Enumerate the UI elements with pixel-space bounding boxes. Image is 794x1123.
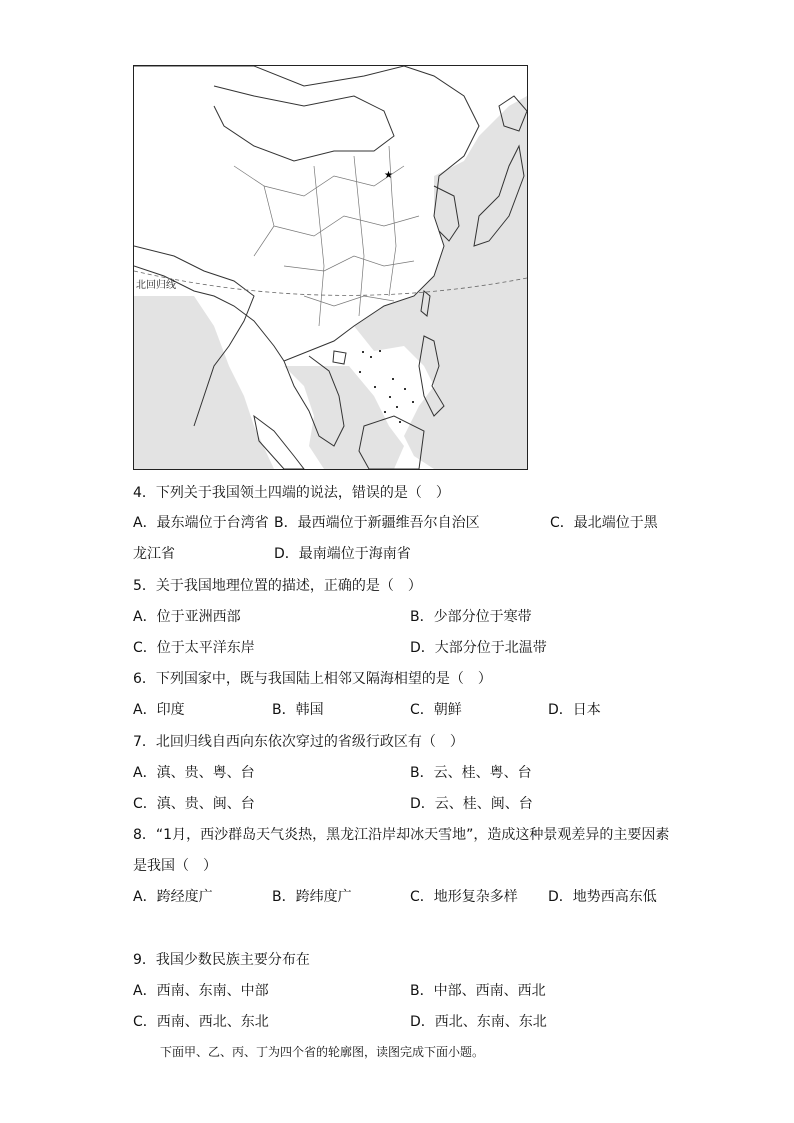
- sea-south-west: [134, 296, 274, 469]
- capital-star-icon: ★: [384, 170, 393, 181]
- q9-option-d[interactable]: D．西北、东南、东北: [410, 1014, 547, 1030]
- q8-option-c[interactable]: C．地形复杂多样: [410, 889, 518, 905]
- q7-option-b[interactable]: B．云、桂、粤、台: [410, 765, 532, 781]
- q4-option-d[interactable]: D．最南端位于海南省: [274, 546, 411, 562]
- q9-option-b[interactable]: B．中部、西南、西北: [410, 983, 546, 999]
- q6-option-a[interactable]: A．印度: [133, 702, 185, 718]
- q5-option-a[interactable]: A．位于亚洲西部: [133, 609, 241, 625]
- q7-option-a[interactable]: A．滇、贵、粤、台: [133, 765, 255, 781]
- q8-stem-line2: 是我国（ ）: [133, 858, 217, 874]
- q9-option-c[interactable]: C．西南、西北、东北: [133, 1014, 269, 1030]
- q4-option-a[interactable]: A．最东端位于台湾省: [133, 515, 269, 531]
- q5-option-d[interactable]: D．大部分位于北温带: [410, 640, 547, 656]
- q5-stem: 5．关于我国地理位置的描述，正确的是（ ）: [133, 578, 422, 594]
- footer-note: 下面甲、乙、丙、丁为四个省的轮廓图，读图完成下面小题。: [160, 1045, 485, 1059]
- q8-option-a[interactable]: A．跨经度广: [133, 889, 213, 905]
- map-figure: [133, 65, 528, 470]
- q8-option-b[interactable]: B．跨纬度广: [272, 889, 352, 905]
- q6-option-c[interactable]: C．朝鲜: [410, 702, 462, 718]
- q6-option-b[interactable]: B．韩国: [272, 702, 324, 718]
- q8-option-d[interactable]: D．地势西高东低: [548, 889, 657, 905]
- q6-stem: 6．下列国家中，既与我国陆上相邻又隔海相望的是（ ）: [133, 671, 492, 687]
- q7-option-c[interactable]: C．滇、贵、闽、台: [133, 796, 255, 812]
- q8-stem-line1: 8．“1月，西沙群岛天气炎热，黑龙江沿岸却冰天雪地”，造成这种景观差异的主要因素: [133, 827, 670, 843]
- q9-stem: 9．我国少数民族主要分布在: [133, 952, 310, 968]
- q6-option-d[interactable]: D．日本: [548, 702, 601, 718]
- q9-option-a[interactable]: A．西南、东南、中部: [133, 983, 269, 999]
- tropic-label: 北回归线: [136, 280, 176, 291]
- q5-option-c[interactable]: C．位于太平洋东岸: [133, 640, 255, 656]
- hainan: [333, 351, 346, 364]
- q5-option-b[interactable]: B．少部分位于寒带: [410, 609, 532, 625]
- q4-option-b[interactable]: B．最西端位于新疆维吾尔自治区: [274, 515, 480, 531]
- q7-option-d[interactable]: D．云、桂、闽、台: [410, 796, 533, 812]
- east-asia-outline-map: [134, 66, 527, 469]
- q4-option-c[interactable]: C．最北端位于黑: [550, 515, 658, 531]
- sea-gulf: [284, 366, 404, 469]
- q4-option-c-cont: 龙江省: [133, 546, 175, 562]
- q4-stem: 4．下列关于我国领土四端的说法，错误的是（ ）: [133, 485, 450, 501]
- q7-stem: 7．北回归线自西向东依次穿过的省级行政区有（ ）: [133, 734, 464, 750]
- border-mongolia: [214, 86, 394, 161]
